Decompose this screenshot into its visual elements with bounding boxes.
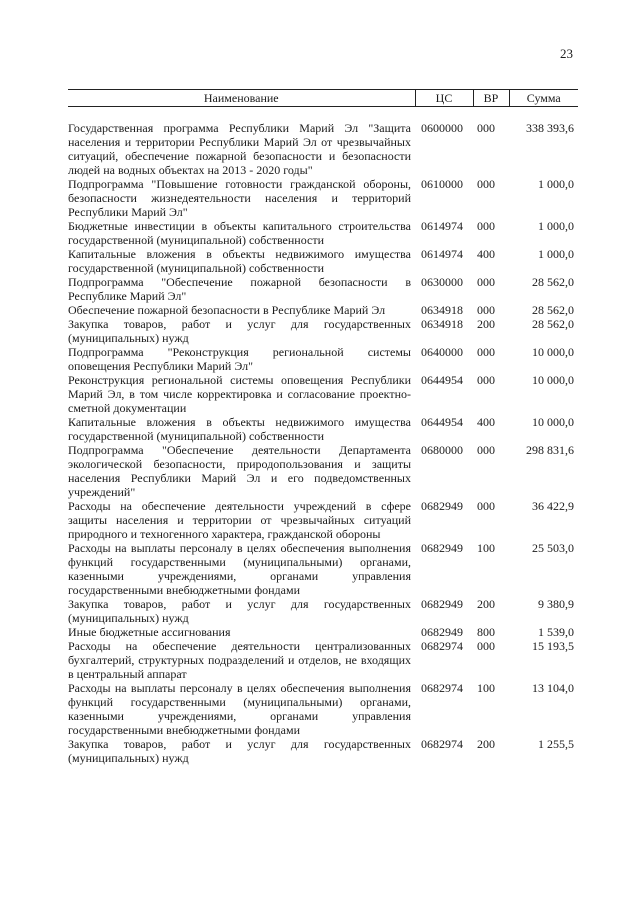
row-name: Капитальные вложения в объекты недвижимого имущества государственной (муниципальной) собственности — [68, 247, 411, 275]
row-vr: 000 — [477, 177, 495, 191]
header-cs: ЦС — [415, 90, 473, 107]
table-row — [68, 625, 578, 639]
row-sum: 1 255,5 — [538, 737, 574, 751]
table-body — [68, 107, 578, 766]
row-sum: 10 000,0 — [532, 345, 574, 359]
table-row — [68, 639, 578, 681]
table-row — [68, 219, 578, 247]
row-vr: 000 — [477, 639, 495, 653]
row-cs: 0644954 — [421, 415, 463, 429]
budget-table — [68, 89, 578, 765]
row-cs: 0682974 — [421, 639, 463, 653]
table-row — [68, 443, 578, 499]
row-cs: 0610000 — [421, 177, 463, 191]
row-vr: 000 — [477, 443, 495, 457]
row-name: Расходы на обеспечение деятельности централизованных бухгалтерий, структурных подразделений и отделов, не входящих в центральный аппарат — [68, 639, 411, 681]
table-row — [68, 107, 578, 178]
row-name: Расходы на обеспечение деятельности учреждений в сфере защиты населения и территории от чрезвычайных ситуаций природного и техногенного характера, гражданской обороны — [68, 499, 411, 541]
row-name: Бюджетные инвестиции в объекты капитального строительства государственной (муниципальной) собственности — [68, 219, 411, 247]
table-row — [68, 373, 578, 415]
row-name: Капитальные вложения в объекты недвижимого имущества государственной (муниципальной) собственности — [68, 415, 411, 443]
row-sum: 1 000,0 — [538, 247, 574, 261]
row-vr: 400 — [477, 247, 495, 261]
row-sum: 28 562,0 — [532, 317, 574, 331]
row-cs: 0614974 — [421, 219, 463, 233]
row-cs: 0634918 — [421, 317, 463, 331]
row-sum: 36 422,9 — [532, 499, 574, 513]
row-vr: 200 — [477, 317, 495, 331]
row-cs: 0682949 — [421, 541, 463, 555]
row-vr: 000 — [477, 373, 495, 387]
row-vr: 000 — [477, 275, 495, 289]
row-cs: 0682974 — [421, 681, 463, 695]
row-cs: 0640000 — [421, 345, 463, 359]
row-vr: 000 — [477, 499, 495, 513]
row-cs: 0682974 — [421, 737, 463, 751]
table-header — [68, 90, 578, 107]
row-cs: 0682949 — [421, 499, 463, 513]
table-row — [68, 177, 578, 219]
row-name: Подпрограмма "Обеспечение пожарной безопасности в Республике Марий Эл" — [68, 275, 411, 303]
row-sum: 1 000,0 — [538, 177, 574, 191]
table-row — [68, 317, 578, 345]
row-name: Закупка товаров, работ и услуг для государственных (муниципальных) нужд — [68, 737, 411, 765]
row-vr: 000 — [477, 121, 495, 135]
row-name: Государственная программа Республики Марий Эл "Защита населения и территории Республики Марий Эл от чрезвычайных ситуаций, обеспечение пожарной безопасности и безопасности людей на водных объектах на 2013 - 2020 годы" — [68, 121, 411, 177]
row-cs: 0682949 — [421, 597, 463, 611]
table-row — [68, 415, 578, 443]
row-cs: 0634918 — [421, 303, 463, 317]
row-sum: 15 193,5 — [532, 639, 574, 653]
header-vr: ВР — [473, 90, 509, 107]
row-vr: 000 — [477, 345, 495, 359]
row-cs: 0630000 — [421, 275, 463, 289]
row-vr: 400 — [477, 415, 495, 429]
row-name: Подпрограмма "Обеспечение деятельности Департамента экологической безопасности, природопользования и защиты населения Республики Марий Эл и его подведомственных учреждений" — [68, 443, 411, 499]
row-cs: 0682949 — [421, 625, 463, 639]
row-vr: 100 — [477, 541, 495, 555]
table-row — [68, 499, 578, 541]
row-name: Расходы на выплаты персоналу в целях обеспечения выполнения функций государственными (муниципальными) органами, казенными учреждениями, органами управления государственными внебюджетными фондами — [68, 681, 411, 737]
row-name: Иные бюджетные ассигнования — [68, 625, 231, 639]
row-name: Закупка товаров, работ и услуг для государственных (муниципальных) нужд — [68, 597, 411, 625]
table-row — [68, 737, 578, 765]
table-row — [68, 541, 578, 597]
row-sum: 298 831,6 — [526, 443, 574, 457]
header-sum: Сумма — [509, 90, 578, 107]
row-name: Реконструкция региональной системы оповещения Республики Марий Эл, в том числе корректировка и согласование проектно-сметной документации — [68, 373, 411, 415]
row-vr: 200 — [477, 737, 495, 751]
row-name: Расходы на выплаты персоналу в целях обеспечения выполнения функций государственными (муниципальными) органами, казенными учреждениями, органами управления государственными внебюджетными фондами — [68, 541, 411, 597]
row-sum: 10 000,0 — [532, 415, 574, 429]
row-vr: 100 — [477, 681, 495, 695]
header-name: Наименование — [68, 90, 415, 107]
row-sum: 1 000,0 — [538, 219, 574, 233]
row-sum: 1 539,0 — [538, 625, 574, 639]
table-row — [68, 345, 578, 373]
row-vr: 000 — [477, 219, 495, 233]
row-sum: 28 562,0 — [532, 303, 574, 317]
row-sum: 10 000,0 — [532, 373, 574, 387]
row-sum: 338 393,6 — [526, 121, 574, 135]
table-row — [68, 303, 578, 317]
row-name: Закупка товаров, работ и услуг для государственных (муниципальных) нужд — [68, 317, 411, 345]
table-row — [68, 597, 578, 625]
row-sum: 9 380,9 — [538, 597, 574, 611]
row-cs: 0614974 — [421, 247, 463, 261]
row-sum: 28 562,0 — [532, 275, 574, 289]
row-cs: 0600000 — [421, 121, 463, 135]
table-row — [68, 247, 578, 275]
row-vr: 000 — [477, 303, 495, 317]
row-vr: 200 — [477, 597, 495, 611]
row-cs: 0644954 — [421, 373, 463, 387]
row-vr: 800 — [477, 625, 495, 639]
table-row — [68, 275, 578, 303]
row-name: Подпрограмма "Реконструкция региональной системы оповещения Республики Марий Эл" — [68, 345, 411, 373]
table-row — [68, 681, 578, 737]
page-number: 23 — [560, 46, 573, 61]
row-sum: 25 503,0 — [532, 541, 574, 555]
row-name: Подпрограмма "Повышение готовности гражданской обороны, безопасности жизнедеятельности населения и территорий Республики Марий Эл" — [68, 177, 411, 219]
row-sum: 13 104,0 — [532, 681, 574, 695]
row-name: Обеспечение пожарной безопасности в Республике Марий Эл — [68, 303, 386, 317]
row-cs: 0680000 — [421, 443, 463, 457]
